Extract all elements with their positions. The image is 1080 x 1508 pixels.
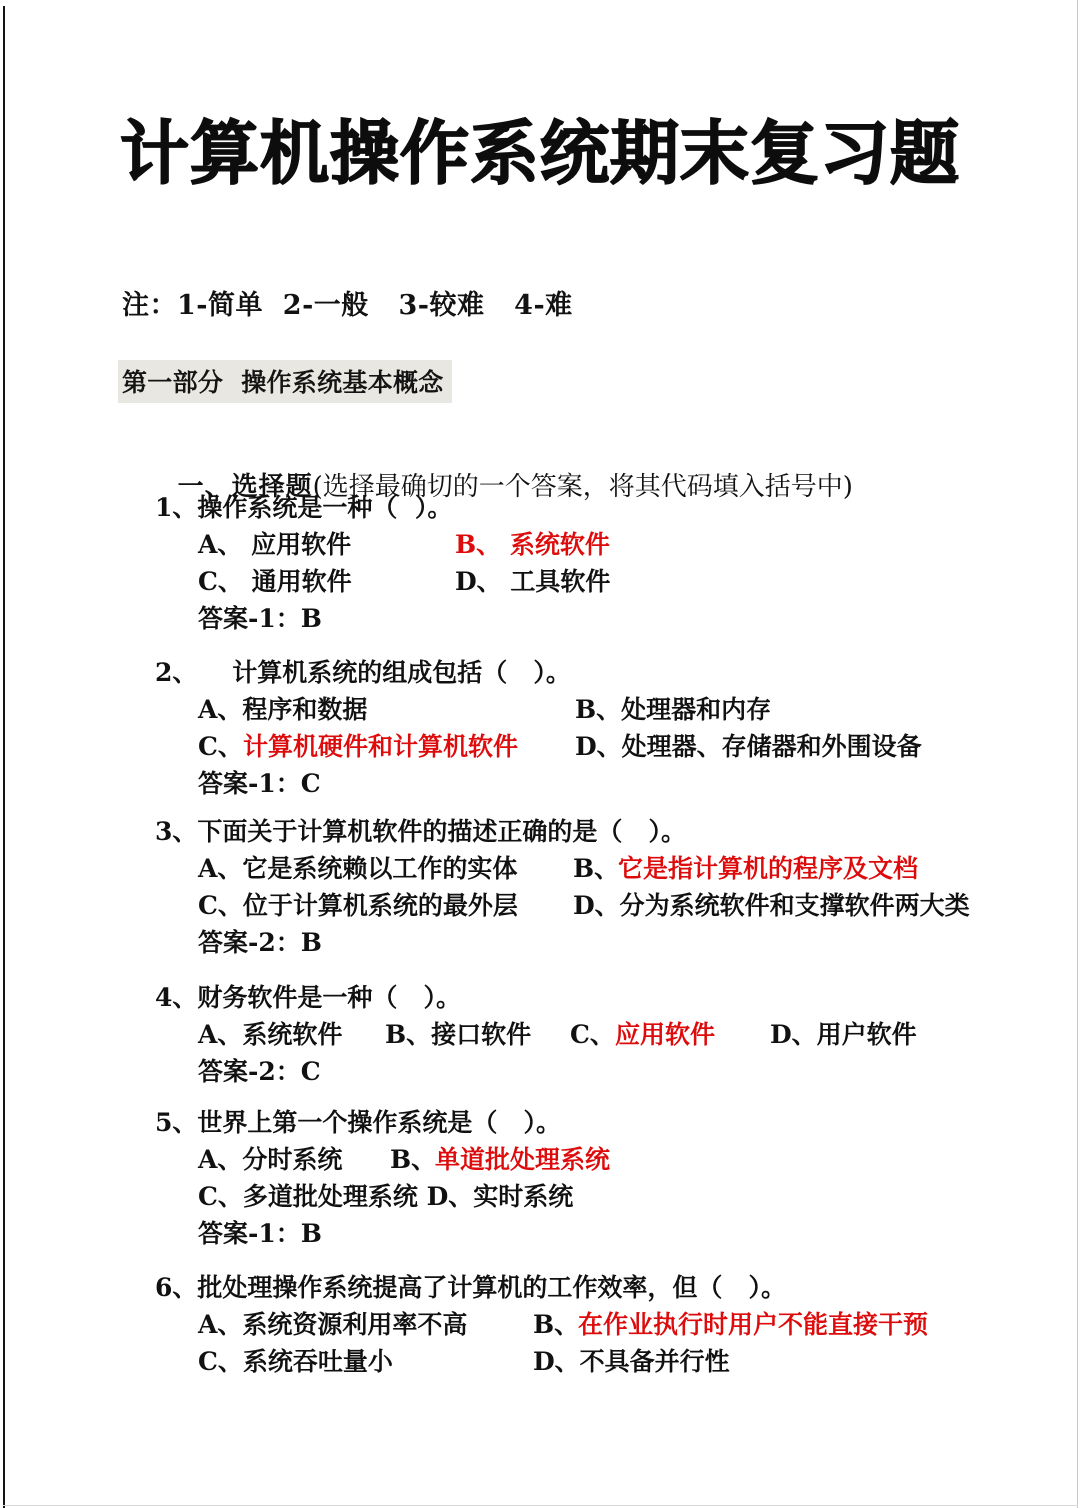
question-stem xyxy=(155,812,686,848)
question-text: 操作系统是一种（ ）。 xyxy=(197,493,453,522)
question-stem xyxy=(155,488,452,524)
option-choice: A、系统资源利用率不高 xyxy=(198,1310,468,1339)
answer-line: 答案-2：C xyxy=(198,1057,321,1086)
question-type-heading-instruction: (选择最确切的一个答案，将其代码填入括号中) xyxy=(312,472,853,502)
option-choice: C、多道批处理系统 D、实时系统 xyxy=(198,1182,574,1211)
question-text: 世界上第一个操作系统是（ ）。 xyxy=(197,1108,562,1137)
answer-line: 答案-1：C xyxy=(198,769,321,798)
question-stem xyxy=(155,653,571,689)
option-choice: C、 xyxy=(198,732,243,761)
question-text: 下面关于计算机软件的描述正确的是（ ）。 xyxy=(197,817,687,846)
option-answer-highlighted: 应用软件 xyxy=(615,1020,716,1049)
option-answer-highlighted: B、 系统软件 xyxy=(455,530,610,559)
question-number: 1、 xyxy=(155,493,198,522)
option-choice: A、分时系统 xyxy=(198,1145,343,1174)
option-choice: D、分为系统软件和支撑软件两大类 xyxy=(573,891,970,920)
question-number: 3、 xyxy=(155,817,198,846)
option-choice: A、 应用软件 xyxy=(198,530,352,559)
question-number: 5、 xyxy=(155,1108,198,1137)
option-choice: C、 通用软件 xyxy=(198,567,352,596)
question-stem xyxy=(155,1268,786,1304)
option-choice: D、用户软件 xyxy=(770,1020,917,1049)
answer-line: 答案-2：B xyxy=(198,928,322,957)
section-header-part-one: 第一部分 操作系统基本概念 xyxy=(118,360,452,403)
option-choice: B、 xyxy=(573,854,620,883)
option-answer-highlighted: 它是指计算机的程序及文档 xyxy=(618,854,919,883)
option-choice: C、系统吞吐量小 xyxy=(198,1347,393,1376)
question-number: 4、 xyxy=(155,983,198,1012)
option-choice: B、处理器和内存 xyxy=(575,695,772,724)
option-choice: C、位于计算机系统的最外层 xyxy=(198,891,518,920)
option-choice: A、它是系统赖以工作的实体 xyxy=(198,854,518,883)
question-text: 批处理操作系统提高了计算机的工作效率，但（ ）。 xyxy=(197,1273,787,1302)
question-type-heading-label: 一、选择题 xyxy=(177,472,313,502)
option-choice: B、 xyxy=(533,1310,580,1339)
option-answer-highlighted: 单道批处理系统 xyxy=(435,1145,611,1174)
answer-line: 答案-1：B xyxy=(198,604,322,633)
question-text: 计算机系统的组成包括（ ）。 xyxy=(197,658,571,687)
question-text: 财务软件是一种（ ）。 xyxy=(197,983,462,1012)
question-stem xyxy=(155,978,461,1014)
option-answer-highlighted: 计算机硬件和计算机软件 xyxy=(243,732,519,761)
answer-line: 答案-1：B xyxy=(198,1219,322,1248)
option-choice: A、程序和数据 xyxy=(198,695,368,724)
difficulty-legend-note: 注：1-简单 2-一般 3-较难 4-难 xyxy=(122,290,573,321)
option-choice: B、 xyxy=(390,1145,437,1174)
option-answer-highlighted: 在作业执行时用户不能直接干预 xyxy=(578,1310,929,1339)
question-stem xyxy=(155,1103,561,1139)
question-number: 2、 xyxy=(155,658,198,687)
option-choice: C、 xyxy=(570,1020,615,1049)
option-choice: A、系统软件 xyxy=(198,1020,343,1049)
option-choice: B、接口软件 xyxy=(385,1020,532,1049)
option-choice: D、不具备并行性 xyxy=(533,1347,730,1376)
option-choice: D、 工具软件 xyxy=(455,567,611,596)
question-number: 6、 xyxy=(155,1273,198,1302)
document-title: 计算机操作系统期末复习题 xyxy=(120,114,960,194)
option-choice: D、处理器、存储器和外围设备 xyxy=(575,732,922,761)
